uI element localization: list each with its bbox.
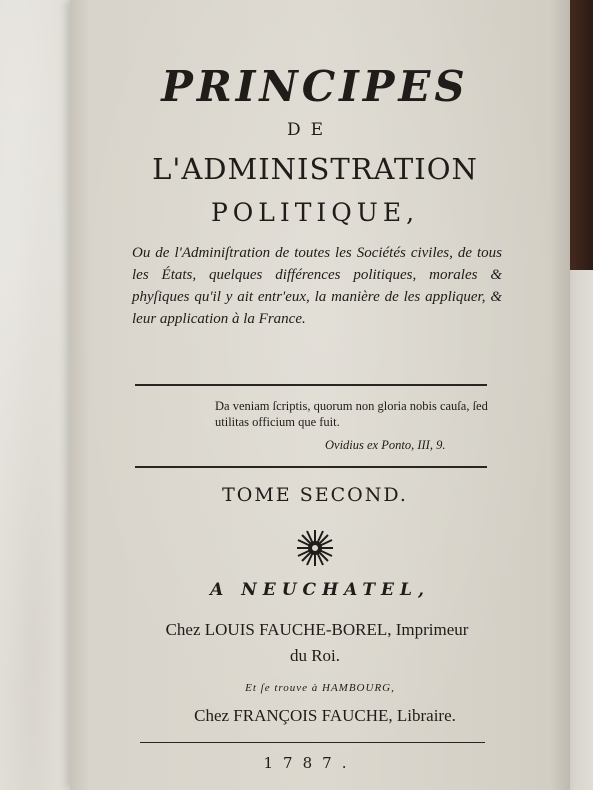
book-title: PRINCIPES	[161, 62, 469, 111]
publication-place: A NEUCHATEL,	[210, 580, 430, 600]
background-surface	[0, 0, 80, 790]
epigraph-text: Da veniam ſcriptis, quorum non gloria nobis cauſa, ſed utilitas officium que fuit.	[215, 399, 488, 429]
publication-year: 1787.	[263, 754, 357, 772]
title-subject: L'ADMINISTRATION	[152, 152, 478, 186]
also-sold-line: Et ſe trouve à HAMBOURG,	[245, 682, 395, 694]
printers-ornament-icon	[295, 528, 335, 568]
volume-label: TOME SECOND.	[222, 484, 408, 506]
divider-rule-bottom	[135, 466, 487, 468]
printer-line-2: du Roi.	[289, 646, 341, 665]
divider-rule-top	[135, 384, 487, 386]
title-connector: DE	[286, 120, 334, 140]
printer-line-1: Chez LOUIS FAUCHE-BOREL, Imprimeur	[165, 620, 469, 639]
title-page	[70, 0, 570, 790]
divider-rule-imprint	[140, 742, 485, 743]
subtitle-description: Ou de l'Adminiſtration de toutes les Sociétés civiles, de tous les États, quelques différences politiques, morales & phyſiques qu'il y ait entr'eux, la manière de les appliquer, & leur application à la France.	[132, 245, 502, 327]
title-subject-second-line: POLITIQUE,	[210, 198, 420, 227]
epigraph-source: Ovidius ex Ponto, III, 9.	[325, 438, 446, 452]
bookseller-line: Chez FRANÇOIS FAUCHE, Libraire.	[194, 706, 456, 725]
